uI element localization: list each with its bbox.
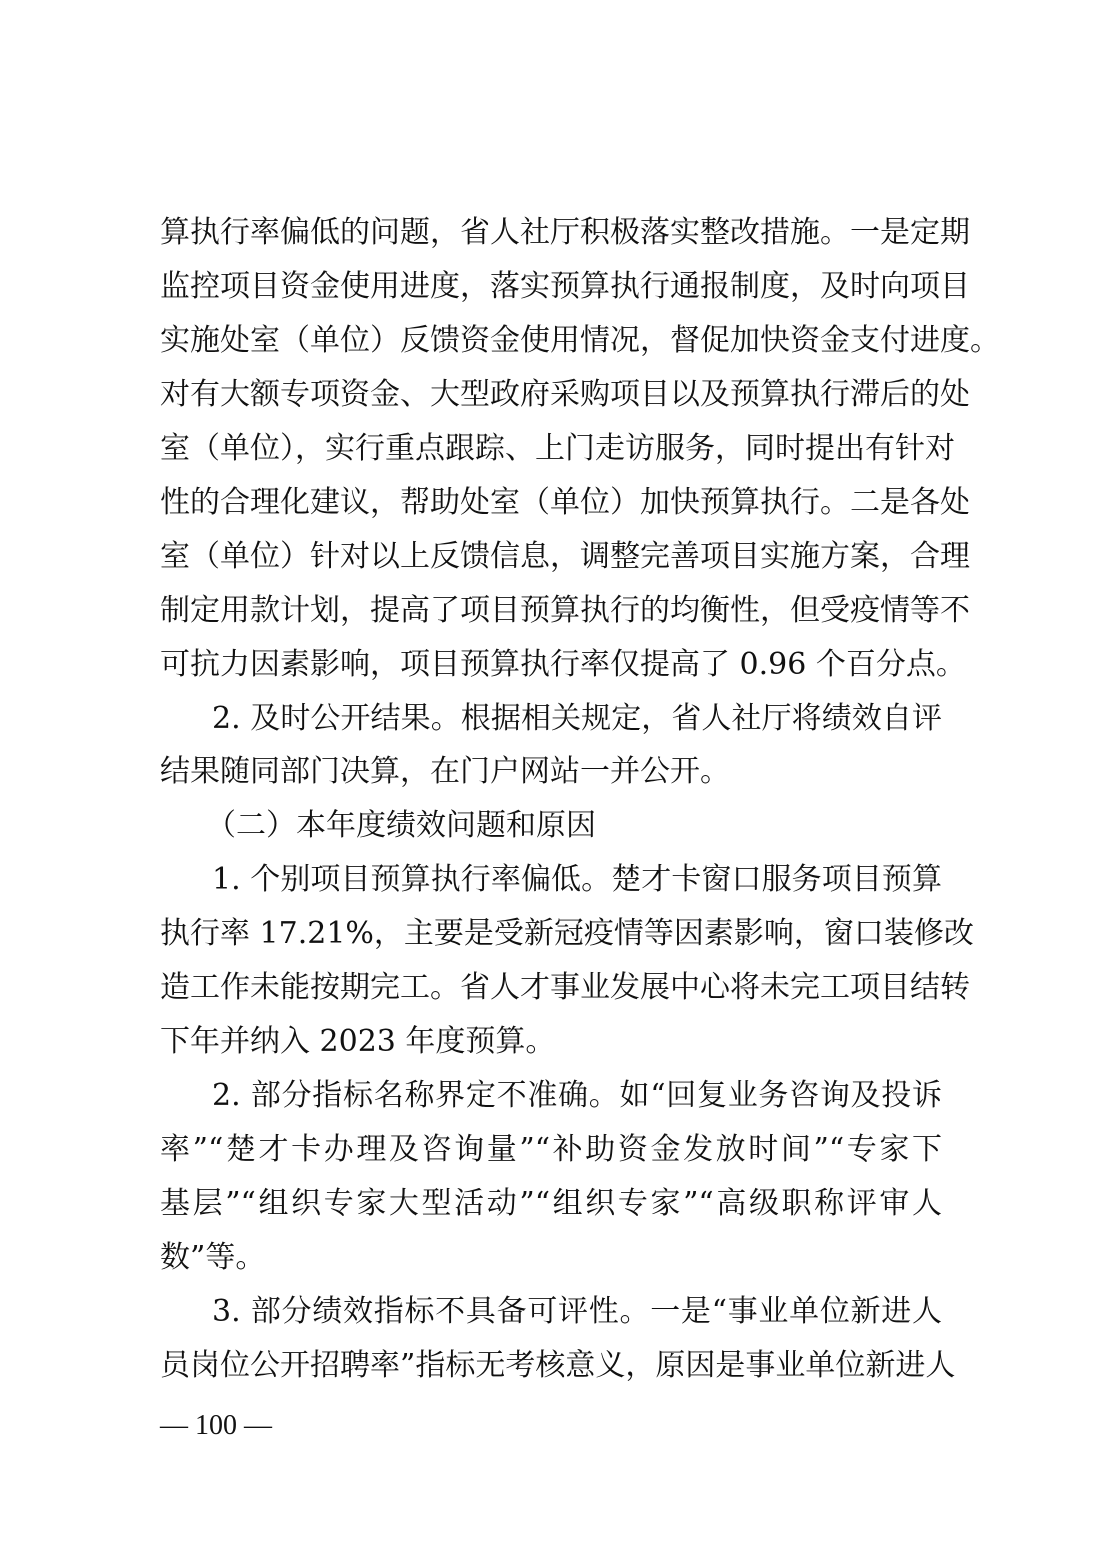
paragraph-line: 监控项目资金使用进度，落实预算执行通报制度，及时向项目 [160, 269, 970, 304]
paragraph-line: 数”等。 [160, 1240, 266, 1275]
page-number: — 100 — [160, 1410, 272, 1441]
paragraph-line: 室（单位），实行重点跟踪、上门走访服务，同时提出有针对 [160, 431, 955, 466]
paragraph-line: 可抗力因素影响，项目预算执行率仅提高了 0.96 个百分点。 [160, 647, 966, 682]
list-item-heading-line: 3. 部分绩效指标不具备可评性。一是“事业单位新进人 [212, 1294, 942, 1329]
paragraph-line: 基层”“组织专家大型活动”“组织专家”“高级职称评审人 [160, 1186, 942, 1221]
paragraph-line: 制定用款计划，提高了项目预算执行的均衡性，但受疫情等不 [160, 593, 970, 628]
list-item-heading-line: 2. 及时公开结果。根据相关规定，省人社厅将绩效自评 [212, 701, 942, 736]
paragraph-line: 算执行率偏低的问题，省人社厅积极落实整改措施。一是定期 [160, 215, 970, 250]
paragraph-line: 对有大额专项资金、大型政府采购项目以及预算执行滞后的处 [160, 377, 970, 412]
paragraph-line: 执行率 17.21%，主要是受新冠疫情等因素影响，窗口装修改 [160, 916, 974, 951]
paragraph-line: 下年并纳入 2023 年度预算。 [160, 1024, 556, 1059]
list-item-heading-line: 2. 部分指标名称界定不准确。如“回复业务咨询及投诉 [212, 1078, 942, 1113]
paragraph-line: 造工作未能按期完工。省人才事业发展中心将未完工项目结转 [160, 970, 970, 1005]
paragraph-line: 率”“楚才卡办理及咨询量”“补助资金发放时间”“专家下 [160, 1132, 942, 1167]
paragraph-line: 性的合理化建议，帮助处室（单位）加快预算执行。二是各处 [160, 485, 970, 520]
paragraph-line: 室（单位）针对以上反馈信息，调整完善项目实施方案，合理 [160, 539, 970, 574]
section-heading: （二）本年度绩效问题和原因 [206, 808, 596, 843]
paragraph-line: 员岗位公开招聘率”指标无考核意义，原因是事业单位新进人 [160, 1348, 956, 1383]
paragraph-line: 结果随同部门决算，在门户网站一并公开。 [160, 754, 730, 789]
paragraph-line: 实施处室（单位）反馈资金使用情况，督促加快资金支付进度。 [160, 323, 1000, 358]
list-item-heading-line: 1. 个别项目预算执行率偏低。楚才卡窗口服务项目预算 [212, 862, 942, 897]
